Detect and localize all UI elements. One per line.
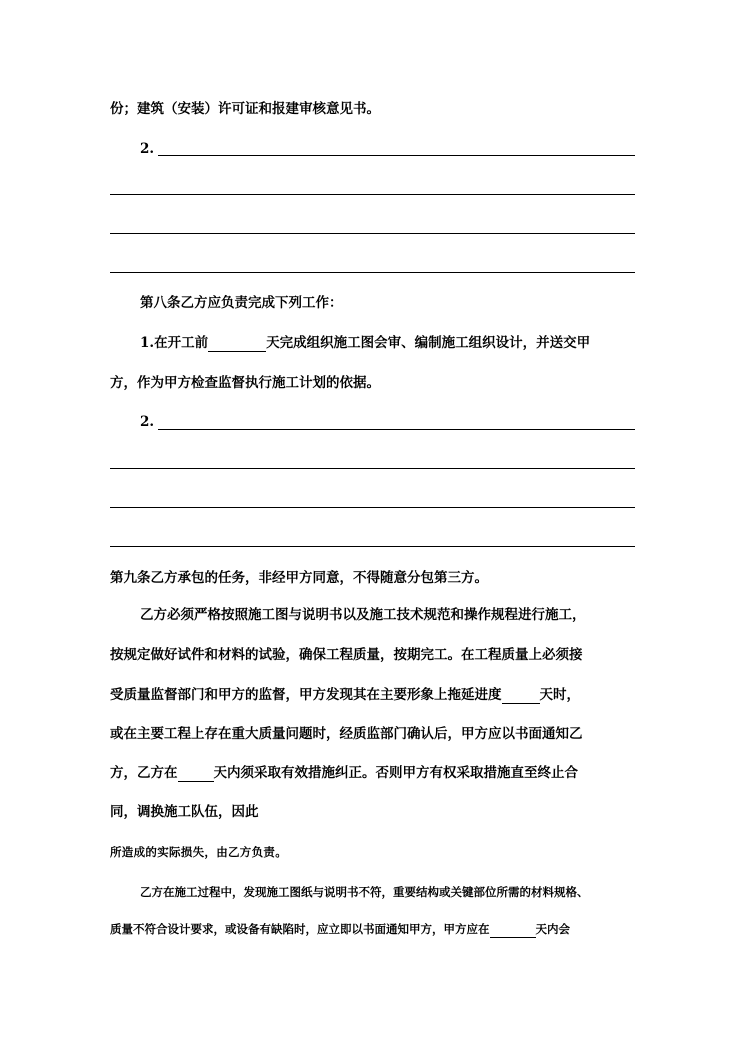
text-line: 份；建筑（安装）许可证和报建审核意见书。 (110, 101, 380, 117)
article-8-heading: 第八条乙方应负责完成下列工作： (140, 295, 343, 311)
article-9-heading: 第九条乙方承包的任务，非经甲方同意，不得随意分包第三方。 (110, 570, 488, 586)
text-segment: 天时， (539, 687, 580, 703)
text-line: 或在主要工程上存在重大质量问题时，经质监部门确认后，甲方应以书面通知乙 (110, 726, 583, 742)
text-line: 乙方在施工过程中，发现施工图纸与说明书不符，重要结构或关键部位所需的材料规格、 (140, 885, 589, 899)
text-line: 方，作为甲方检查监督执行施工计划的依据。 (110, 375, 380, 391)
text-segment: 1.在开工前 (140, 335, 209, 351)
text-line: 按规定做好试件和材料的试验，确保工程质量，按期完工。在工程质量上必须接 (110, 647, 583, 663)
text-line: 所造成的实际损失，由乙方负责。 (110, 845, 287, 859)
text-segment: 天内会 (535, 922, 570, 936)
text-line: 乙方必须严格按照施工图与说明书以及施工技术规范和操作规程进行施工， (140, 607, 586, 623)
item-number: 2. (140, 141, 155, 157)
text-line (110, 686, 635, 704)
fill-line (110, 546, 635, 547)
text-line (110, 764, 635, 782)
blank-field (178, 767, 214, 782)
text-segment: 天内须采取有效措施纠正。否则甲方有权采取措施直至终止合 (213, 765, 578, 781)
item-number: 2. (140, 414, 155, 430)
text-segment: 方，乙方在 (110, 765, 178, 781)
fill-line (110, 507, 635, 508)
fill-line (110, 233, 635, 234)
text-line (110, 920, 635, 938)
text-segment: 质量不符合设计要求，或设备有缺陷时，应立即以书面通知甲方，甲方应在 (110, 922, 490, 936)
blank-field (502, 689, 540, 704)
fill-line (110, 468, 635, 469)
text-segment: 受质量监督部门和甲方的监督，甲方发现其在主要形象上拖延进度 (110, 687, 502, 703)
fill-line (110, 272, 635, 273)
text-line (140, 334, 665, 352)
blank-field (208, 337, 266, 352)
text-line: 同，调换施工队伍，因此 (110, 804, 259, 820)
fill-line (158, 429, 635, 430)
fill-line (158, 155, 635, 156)
fill-line (110, 194, 635, 195)
blank-field (490, 925, 536, 938)
text-segment: 天完成组织施工图会审、编制施工组织设计，并送交甲 (266, 335, 591, 351)
